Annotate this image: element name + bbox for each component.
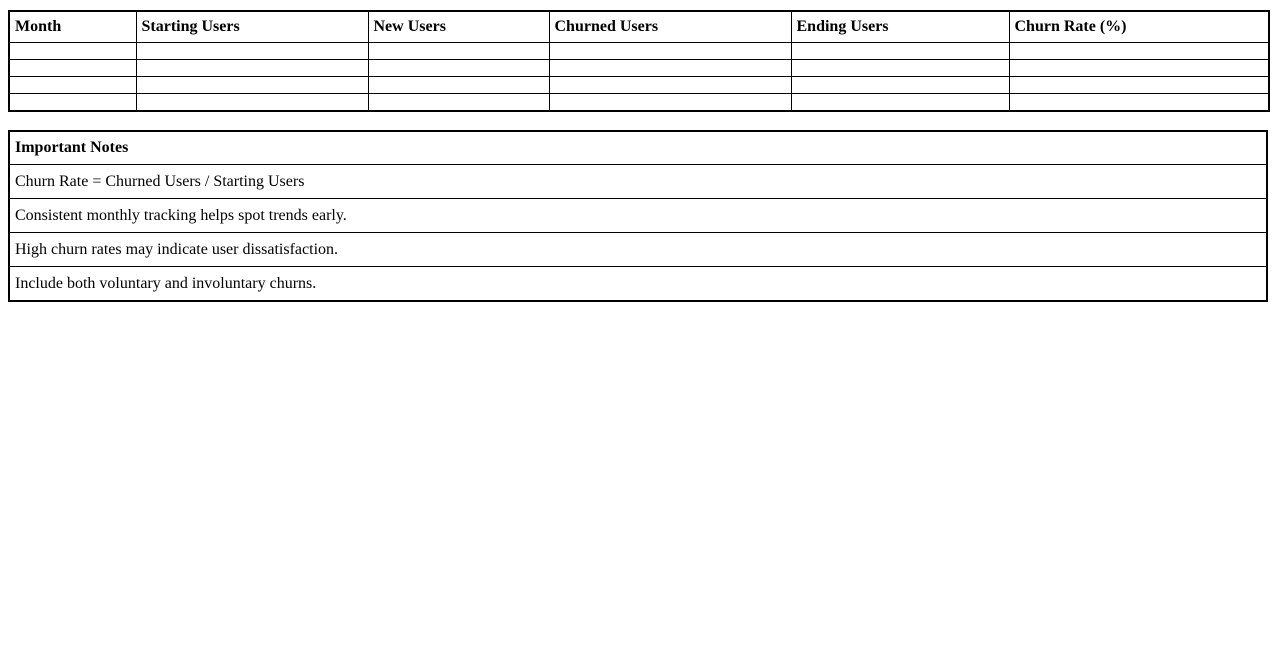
empty-cell	[136, 77, 368, 94]
note-text: Churn Rate = Churned Users / Starting Users	[9, 165, 1267, 199]
note-text: High churn rates may indicate user dissatisfaction.	[9, 233, 1267, 267]
column-header-ending-users: Ending Users	[791, 11, 1009, 43]
empty-cell	[1009, 77, 1269, 94]
empty-cell	[1009, 60, 1269, 77]
empty-cell	[136, 60, 368, 77]
empty-cell	[791, 77, 1009, 94]
empty-cell	[136, 43, 368, 60]
empty-cell	[791, 94, 1009, 112]
empty-cell	[9, 94, 136, 112]
notes-table-body	[9, 165, 1267, 302]
table-row	[9, 94, 1269, 112]
empty-cell	[549, 43, 791, 60]
column-header-churned-users: Churned Users	[549, 11, 791, 43]
empty-cell	[9, 77, 136, 94]
empty-cell	[368, 43, 549, 60]
empty-cell	[9, 43, 136, 60]
table-row	[9, 77, 1269, 94]
table-row	[9, 60, 1269, 77]
churn-tracking-table	[8, 10, 1270, 112]
empty-cell	[9, 60, 136, 77]
note-row	[9, 267, 1267, 302]
empty-cell	[549, 60, 791, 77]
main-table-header-row	[9, 11, 1269, 43]
notes-header-row	[9, 131, 1267, 165]
column-header-new-users: New Users	[368, 11, 549, 43]
note-row	[9, 233, 1267, 267]
empty-cell	[549, 94, 791, 112]
important-notes-table	[8, 130, 1268, 302]
note-text: Include both voluntary and involuntary churns.	[9, 267, 1267, 302]
notes-title: Important Notes	[9, 131, 1267, 165]
empty-cell	[791, 60, 1009, 77]
empty-cell	[368, 77, 549, 94]
main-table-body	[9, 43, 1269, 112]
table-row	[9, 43, 1269, 60]
empty-cell	[136, 94, 368, 112]
empty-cell	[549, 77, 791, 94]
column-header-month: Month	[9, 11, 136, 43]
note-text: Consistent monthly tracking helps spot trends early.	[9, 199, 1267, 233]
empty-cell	[1009, 94, 1269, 112]
column-header-starting-users: Starting Users	[136, 11, 368, 43]
empty-cell	[368, 94, 549, 112]
empty-cell	[1009, 43, 1269, 60]
note-row	[9, 165, 1267, 199]
note-row	[9, 199, 1267, 233]
empty-cell	[791, 43, 1009, 60]
empty-cell	[368, 60, 549, 77]
column-header-churn-rate: Churn Rate (%)	[1009, 11, 1269, 43]
